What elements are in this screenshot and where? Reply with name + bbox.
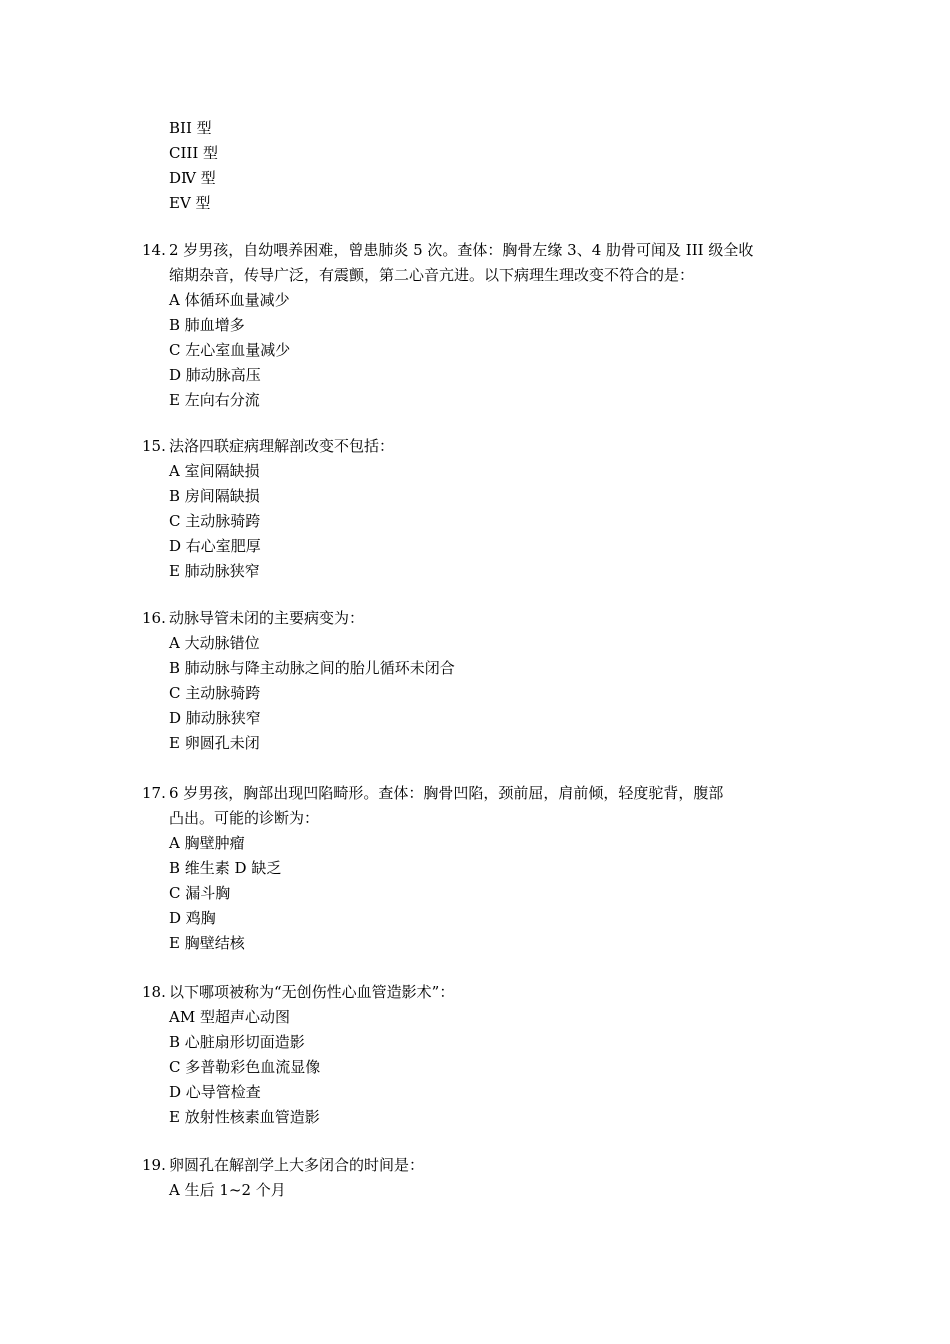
question-number: 18. [142, 983, 166, 1001]
option-list [142, 831, 822, 956]
option: A 胸壁肿瘤 [169, 834, 245, 852]
option: E 胸壁结核 [169, 934, 245, 952]
question-number: 19. [142, 1156, 166, 1174]
question-17 [142, 781, 822, 956]
option: A 室间隔缺损 [169, 462, 260, 480]
previous-question-options [169, 116, 218, 216]
option-list [142, 1005, 822, 1130]
question-16 [142, 606, 822, 756]
option: C 主动脉骑跨 [169, 512, 261, 530]
option: E 肺动脉狭窄 [169, 562, 260, 580]
option: E 左向右分流 [169, 391, 260, 409]
question-text: 6 岁男孩，胸部出现凹陷畸形。查体：胸骨凹陷，颈前屈，肩前倾，轻度驼背，腹部 凸出。可能的诊断为： [169, 784, 724, 827]
option-list [142, 1178, 822, 1203]
option: AM 型超声心动图 [169, 1008, 290, 1026]
question-15 [142, 434, 822, 584]
question-14 [142, 238, 822, 413]
question-number: 15. [142, 437, 166, 455]
option: B 肺动脉与降主动脉之间的胎儿循环未闭合 [169, 659, 455, 677]
question-text: 法洛四联症病理解剖改变不包括： [169, 437, 395, 455]
option: B 肺血增多 [169, 316, 245, 334]
question-number: 16. [142, 609, 166, 627]
option: D 肺动脉高压 [169, 366, 261, 384]
question-text: 卵圆孔在解剖学上大多闭合的时间是： [169, 1156, 425, 1174]
option: B 维生素 D 缺乏 [169, 859, 282, 877]
question-number: 17. [142, 784, 166, 802]
option: C 左心室血量减少 [169, 341, 291, 359]
option-list [142, 459, 822, 584]
option: B 房间隔缺损 [169, 487, 260, 505]
question-number: 14. [142, 241, 166, 259]
option: C 多普勒彩色血流显像 [169, 1058, 321, 1076]
option: D 鸡胸 [169, 909, 216, 927]
option-list [142, 288, 822, 413]
question-text: 动脉导管未闭的主要病变为： [169, 609, 365, 627]
option: CIII 型 [169, 144, 219, 162]
option: BII 型 [169, 119, 212, 137]
option-list [142, 631, 822, 756]
option: A 生后 1~2 个月 [169, 1181, 286, 1199]
option: EⅤ 型 [169, 194, 211, 212]
option: E 卵圆孔未闭 [169, 734, 260, 752]
option: D 肺动脉狭窄 [169, 709, 261, 727]
option: A 体循环血量减少 [169, 291, 290, 309]
question-19 [142, 1153, 822, 1203]
option: DⅣ 型 [169, 169, 216, 187]
option: D 心导管检查 [169, 1083, 261, 1101]
option: D 右心室肥厚 [169, 537, 261, 555]
option: C 漏斗胸 [169, 884, 231, 902]
option: E 放射性核素血管造影 [169, 1108, 320, 1126]
question-text: 以下哪项被称为“无创伤性心血管造影术”： [169, 983, 455, 1001]
option: B 心脏扇形切面造影 [169, 1033, 305, 1051]
question-text: 2 岁男孩，自幼喂养困难，曾患肺炎 5 次。查体：胸骨左缘 3、4 肋骨可闻及 III 级全收 缩期杂音，传导广泛，有震颤，第二心音亢进。以下病理生理改变不符合的是： [169, 241, 754, 284]
option: C 主动脉骑跨 [169, 684, 261, 702]
question-18 [142, 980, 822, 1130]
option: A 大动脉错位 [169, 634, 260, 652]
